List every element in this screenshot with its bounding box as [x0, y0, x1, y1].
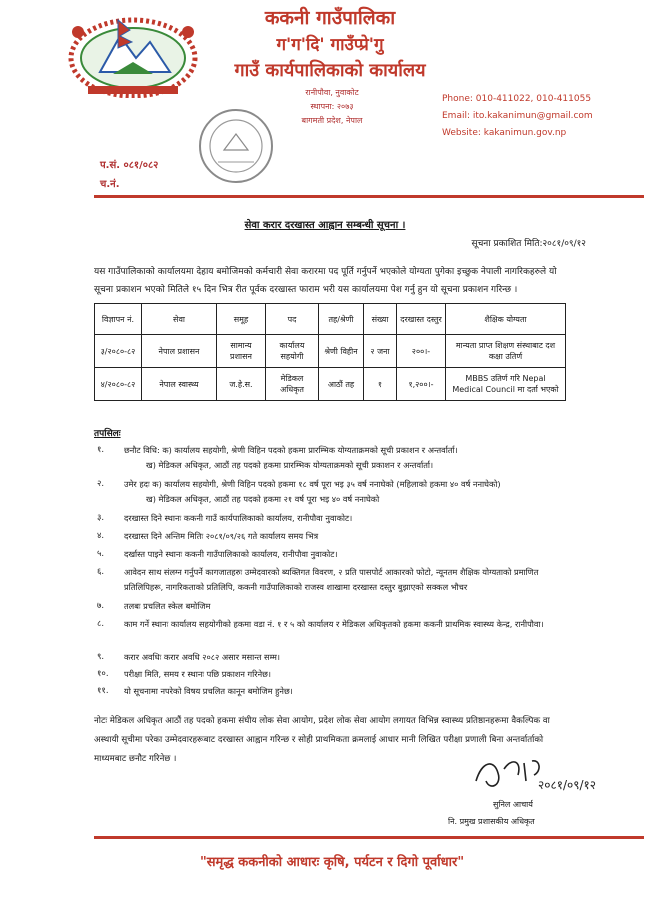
- website-text: Website: kakanimun.gov.np: [442, 128, 567, 138]
- note-paragraph: नोटः मेडिकल अधिकृत आठौं तह पदको हकमा संघीय लोक सेवा आयोग, प्रदेश लोक सेवा आयोग लगायत विभिन्न स्वास्थ्य प्रतिष्ठानहरूमा वैकल्पिक वा अस्थायी सूचीमा परेका उम्मेदवारहरूबाट दरखास्त आह्वान गरिन्छ र सोही प्राथमिकता क्रमलाई आधार मानी लिखित परीक्षा प्रणाली बिना अन्तर्वार्ताको माध्यमबाट छनौट गरिनेछ ।: [94, 716, 550, 764]
- table-cell: श्रेणी विहीन: [319, 335, 364, 368]
- table-cell: ४/२०८०-८२: [95, 368, 142, 401]
- column-header: सेवा: [142, 304, 217, 335]
- reference-number: प.सं. ०८१/०८२: [100, 160, 159, 171]
- list-item-text: यो सूचनामा नपरेको विषय प्रचलित कानून बमोजिम हुनेछ।: [124, 686, 293, 696]
- signature-date: २०८१/०९/१२: [538, 778, 597, 792]
- footer-divider: [94, 836, 644, 839]
- column-header: पद: [266, 304, 319, 335]
- column-header: विज्ञापन नं.: [95, 304, 142, 335]
- list-item-text: दर्खास्त पाइने स्थानः ककनी गाउँपालिकाको कार्यालय, रानीपौवा नुवाकोट।: [124, 549, 338, 559]
- list-item-text: छनौट विधि: क) कार्यालय सहयोगी, श्रेणी विहिन पदको हकमा प्रारम्भिक योग्यताक्रमको सूची प्रकाशन र अन्तर्वार्ता।: [124, 445, 458, 455]
- signatory-name: सुनिल आचार्य: [493, 800, 533, 809]
- list-item-text: दरखास्त दिने अन्तिम मितिः २०८१/०९/२६ गते कार्यालय समय भित्र: [124, 531, 319, 541]
- handwritten-signature-icon: [468, 751, 608, 795]
- table-cell: १,२००।-: [397, 368, 446, 401]
- table-cell: नेपाल प्रशासन: [142, 335, 217, 368]
- list-item-number: ९.: [97, 652, 105, 662]
- notice-subject: सेवा करार दरखास्त आह्वान सम्बन्धी सूचना ।: [244, 220, 406, 231]
- office-name: गाउँ कार्यपालिकाको कार्यालय: [234, 60, 426, 81]
- office-seal-stamp-icon: [196, 104, 276, 188]
- address-line-1: रानीपौवा, नुवाकोट: [305, 88, 359, 97]
- list-item-number: ६.: [97, 567, 105, 577]
- list-item-text: उमेर हदः क) कार्यालय सहयोगी, श्रेणी विहिन पदको हकमा १८ वर्ष पूरा भइ ३५ वर्ष ननाघेको (महिलाको हकमा ४० वर्ष ननाघेको): [124, 479, 501, 489]
- table-cell: सामान्य प्रशासन: [217, 335, 266, 368]
- footer-slogan: "समृद्ध ककनीको आधारः कृषि, पर्यटन र दिगो पूर्वाधार": [200, 855, 465, 870]
- list-item-number: १०.: [97, 669, 109, 679]
- list-item-text: तलबः प्रचलित स्केल बमोजिम: [124, 601, 211, 611]
- details-heading: तपसिलः: [94, 429, 121, 439]
- table-cell: आठौं तह: [319, 368, 364, 401]
- email-text: Email: ito.kakanimun@gmail.com: [442, 111, 593, 121]
- list-item-number: ४.: [97, 531, 105, 541]
- list-item-number: ८.: [97, 619, 105, 629]
- column-header: संख्या: [364, 304, 397, 335]
- list-item-number: २.: [97, 479, 105, 489]
- list-item-text: आवेदन साथ संलग्न गर्नुपर्ने कागजातहरुः उम्मेदवारको ब्यक्तिगत विवरण, २ प्रति पासपोर्ट आकारको फोटो, न्यूनतम शैक्षिक योग्यताको प्रमाणित प्रतिलिपिहरू, नागरिकताको प्रतिलिपि, ककनी गाउँपालिकाको राजस्व शाखामा दरखास्त दस्तुर बुझाएको सक्कल भौचर: [124, 567, 539, 592]
- list-item-text: काम गर्ने स्थानः कार्यालय सहयोगीको हकमा वडा नं. १ र ५ को कार्यालय र मेडिकल अधिकृतको हकमा ककनी प्राथमिक स्वास्थ्य केन्द्र, रानीपौवा।: [124, 619, 544, 629]
- table-cell: मान्यता प्राप्त शिक्षण संस्थाबाट दश कक्षा उतिर्ण: [446, 335, 566, 368]
- list-item-text: करार अवधिः करार अवधि २०८२ असार मसान्त सम्म।: [124, 652, 281, 662]
- org-name-nepali: ककनी गाउँपालिका: [264, 7, 396, 29]
- table-cell: MBBS उतिर्ण गरि Nepal Medical Council मा दर्ता भएको: [446, 368, 566, 401]
- table-cell: ज.हे.स.: [217, 368, 266, 401]
- dispatch-number: च.नं.: [100, 179, 120, 190]
- table-cell: मेडिकल अधिकृत: [266, 368, 319, 401]
- list-item-number: १.: [97, 445, 105, 455]
- list-item-text: दरखास्त दिने स्थानः ककनी गाउँ कार्यपालिकाको कार्यालय, रानीपौवा नुवाकोट।: [124, 513, 353, 523]
- table-cell: ३/२०८०-८२: [95, 335, 142, 368]
- column-header: समूह: [217, 304, 266, 335]
- column-header: तह/श्रेणी: [319, 304, 364, 335]
- org-name-tamang: ग'ग'दि' गाउँप्प्रे'गु: [276, 35, 384, 55]
- table-cell: कार्यालय सहयोगी: [266, 335, 319, 368]
- list-item-number: ३.: [97, 513, 105, 523]
- signatory-title: नि. प्रमुख प्रशासकीय अधिकृत: [448, 817, 535, 826]
- table-cell: २००।-: [397, 335, 446, 368]
- header-divider: [94, 195, 644, 198]
- published-date: सूचना प्रकाशित मिति:२०८१/०९/१२: [471, 239, 586, 249]
- table-cell: २ जना: [364, 335, 397, 368]
- table-row: [95, 335, 566, 368]
- list-item-number: ५.: [97, 549, 105, 559]
- list-item-subtext: ख) मेडिकल अधिकृत, आठौं तह पदको हकमा प्रारम्भिक योग्यताक्रमको सूची प्रकाशन र अन्तर्वार्ता।: [146, 460, 434, 470]
- list-item-subtext: ख) मेडिकल अधिकृत, आठौं तह पदको हकमा २१ वर्ष पूरा भइ ४० वर्ष ननाघेको: [146, 494, 380, 504]
- list-item-number: ११.: [97, 686, 109, 696]
- table-cell: १: [364, 368, 397, 401]
- table-row: [95, 368, 566, 401]
- phone-text: Phone: 010-411022, 010-411055: [442, 94, 592, 104]
- nepal-government-emblem-icon: [58, 12, 208, 98]
- vacancy-table: [94, 303, 566, 401]
- list-item-text: परीक्षा मिति, समय र स्थानः पछि प्रकाशन गरिनेछ।: [124, 669, 271, 679]
- address-line-3: बागमती प्रदेश, नेपाल: [301, 116, 363, 125]
- address-line-2: स्थापना: २०७३: [310, 102, 354, 111]
- column-header: शैक्षिक योग्यता: [446, 304, 566, 335]
- list-item-number: ७.: [97, 601, 105, 611]
- notice-intro: यस गाउँपालिकाको कार्यालयमा देहाय बमोजिमको कर्मचारी सेवा करारमा पद पूर्ति गर्नुपर्ने भएकोले योग्यता पुगेका इच्छुक नेपाली नागरिकहरुले यो सूचना प्रकाशन भएको मितिले १५ दिन भित्र रीत पूर्वक दरखास्त फाराम भरी यस कार्यालयमा पेश गर्नु हुन यो सूचना प्रकाशन गरिन्छ ।: [94, 267, 557, 295]
- table-header-row: [95, 304, 566, 335]
- column-header: दरखास्त दस्तुर: [397, 304, 446, 335]
- table-cell: नेपाल स्वास्थ्य: [142, 368, 217, 401]
